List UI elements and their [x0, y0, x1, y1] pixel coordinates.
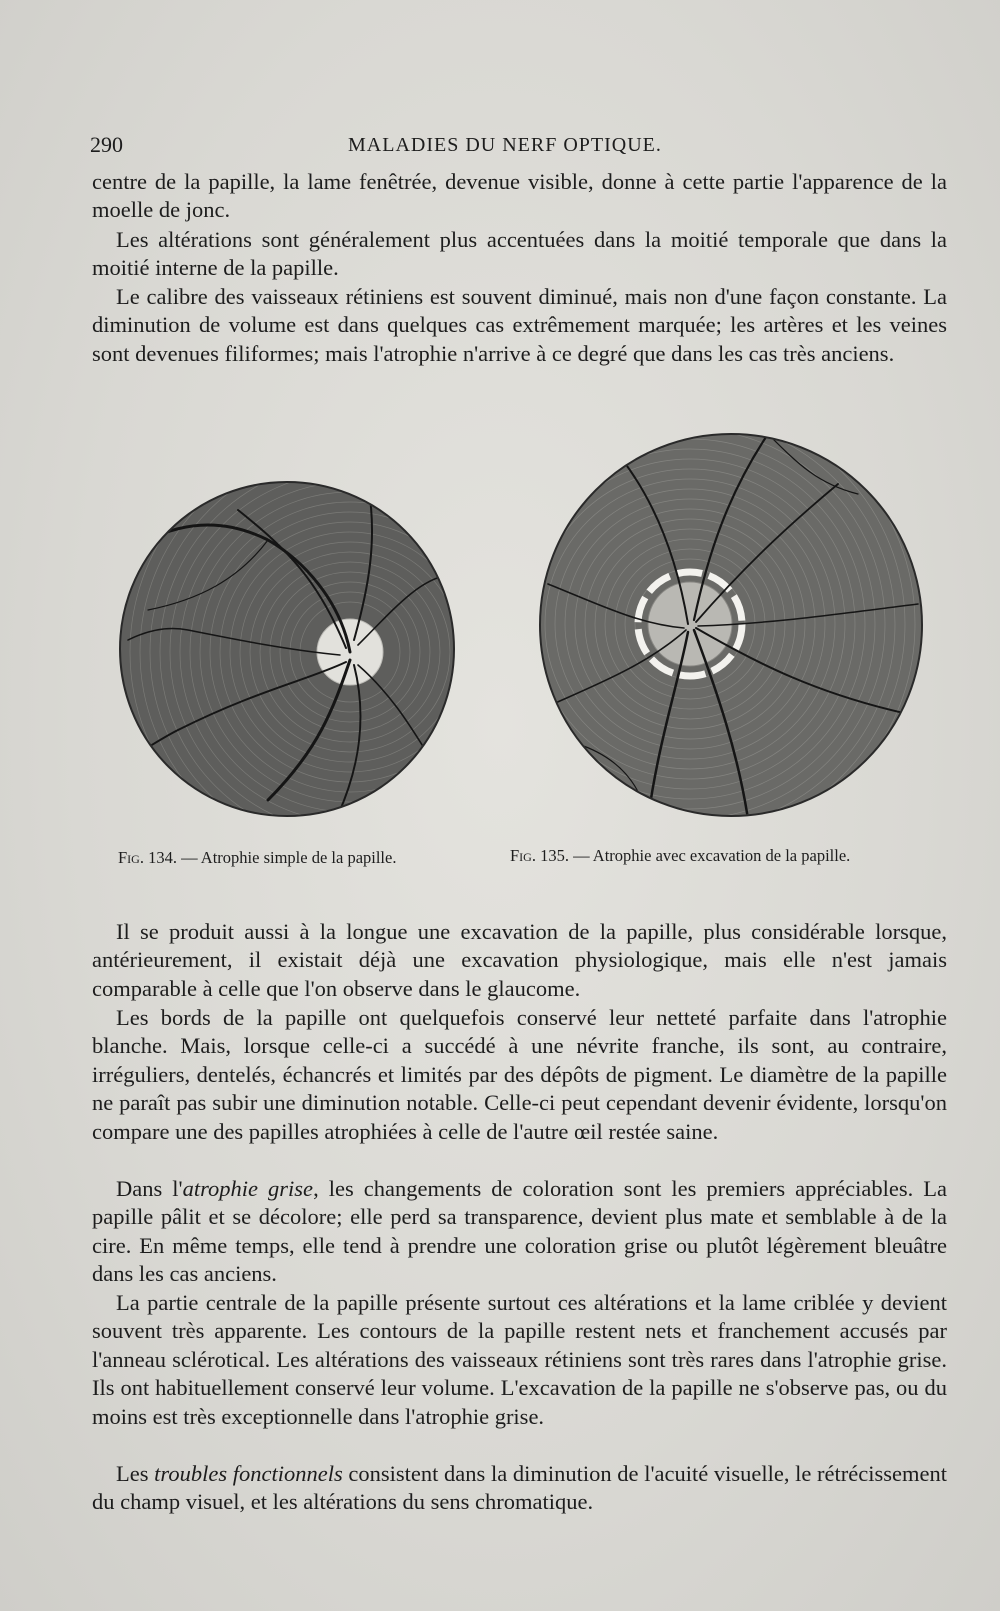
paragraph-atrophie-grise: Dans l'atrophie grise, les changements de coloration sont les premiers appréciables. La papille pâlit et se décolore; elle perd sa transparence, devient plus mate et semblable à de la cire. En même temps, elle tend à prendre une coloration grise ou plutôt légèrement bleuâtre dans les cas anciens.	[92, 1176, 947, 1287]
page-header	[90, 132, 920, 162]
term-atrophie-grise: atrophie grise	[182, 1176, 314, 1201]
figure-135-caption	[510, 846, 850, 866]
term-troubles-fonctionnels: troubles fonctionnels	[154, 1461, 343, 1486]
figure-134-illustration	[118, 480, 456, 823]
figure-135-illustration	[538, 424, 924, 831]
figure-134-label: Fig. 134.	[118, 848, 177, 867]
paragraph-alterations: Les altérations sont généralement plus accentuées dans la moitié temporale que dans la moitié interne de la papille.	[92, 227, 947, 281]
paragraph-partie-centrale: La partie centrale de la papille présente surtout ces altérations et la lame criblée y devient souvent très apparente. Les contours de la papille restent nets et franchement accusés par l'anneau sclérotical. Les altérations des vaisseaux rétiniens sont très rares dans l'atrophie grise. Ils ont habituellement conservé leur volume. L'excavation de la papille ne s'observe pas, ou du moins est très exceptionnelle dans l'atrophie grise.	[92, 1290, 947, 1429]
figure-134-text: — Atrophie simple de la papille.	[181, 848, 397, 867]
page-number: 290	[90, 132, 123, 157]
paragraph-calibre: Le calibre des vaisseaux rétiniens est souvent diminué, mais non d'une façon constante. La diminution de volume est dans quelques cas extrêmement marquée; les artères et les veines sont devenues filiformes; mais l'atrophie n'arrive à ce degré que dans les cas très anciens.	[92, 284, 947, 366]
paragraph-continuation: centre de la papille, la lame fenêtrée, devenue visible, donne à cette partie l'apparence de la moelle de jonc.	[92, 169, 947, 223]
figure-134-caption	[118, 848, 396, 868]
figure-135-text: — Atrophie avec excavation de la papille.	[573, 846, 851, 865]
paragraph-excavation: Il se produit aussi à la longue une excavation de la papille, plus considérable lorsque, antérieurement, il existait déjà une excavation physiologique, mais elle n'est jamais comparable à celle que l'on observe dans le glaucome.	[92, 919, 947, 1001]
figure-135-label: Fig. 135.	[510, 846, 569, 865]
paragraph-troubles: Les troubles fonctionnels consistent dans la diminution de l'acuité visuelle, le rétrécissement du champ visuel, et les altérations du sens chromatique.	[92, 1461, 947, 1515]
paragraph-bords: Les bords de la papille ont quelquefois conservé leur netteté parfaite dans l'atrophie blanche. Mais, lorsque celle-ci a succédé à une névrite franche, ils sont, au contraire, irréguliers, dentelés, échancrés et limités par des dépôts de pigment. Le diamètre de la papille ne paraît pas subir une diminution notable. Celle-ci peut cependant devenir évidente, lorsqu'on compare une des papilles atrophiées à celle de l'autre œil restée saine.	[92, 1005, 947, 1144]
running-title: MALADIES DU NERF OPTIQUE.	[348, 134, 662, 156]
